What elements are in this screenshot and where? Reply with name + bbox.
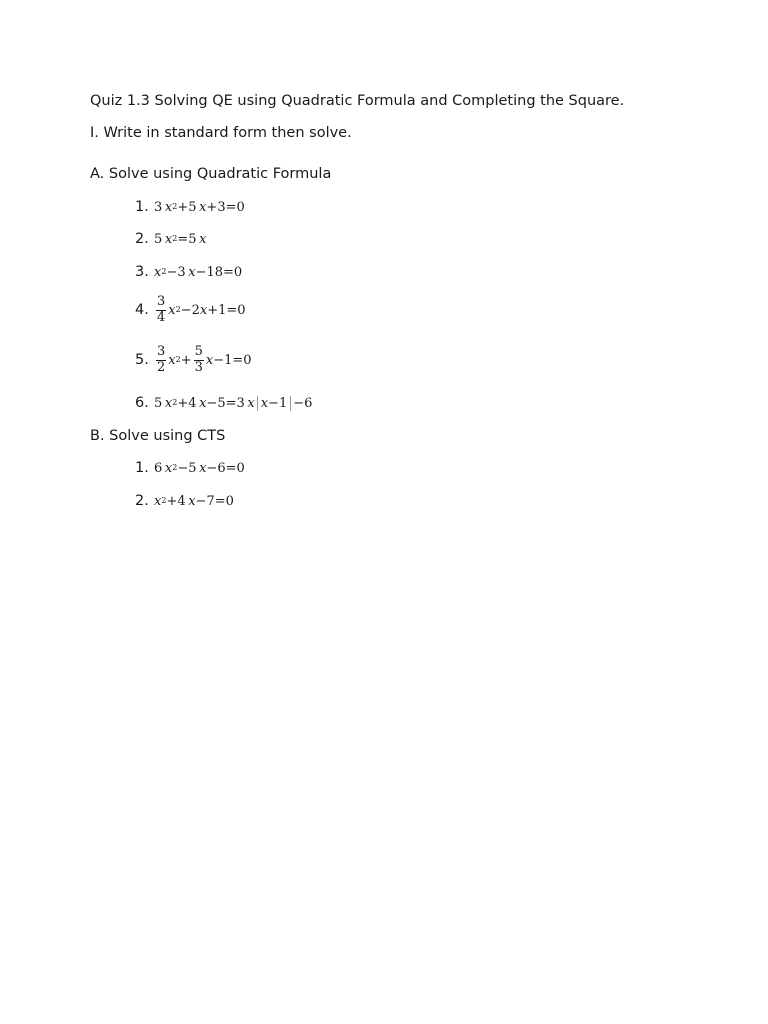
item-number: 5. <box>135 352 149 369</box>
list-item <box>135 460 245 476</box>
list-item <box>135 395 312 411</box>
list-item <box>135 199 245 215</box>
equation: 6 x $^2$ −5 x −6=0 <box>154 460 245 476</box>
item-number: 2. <box>135 493 149 509</box>
item-number: 3. <box>135 264 149 280</box>
list-item <box>135 295 246 326</box>
list-item <box>135 264 242 280</box>
equation: 5 x $^2$ =5 x <box>154 231 207 247</box>
item-number: 2. <box>135 231 149 247</box>
item-number: 6. <box>135 395 149 411</box>
section-a-heading: A. Solve using Quadratic Formula <box>90 166 332 182</box>
equation: x $^2$ −3 x −18=0 <box>154 264 243 280</box>
equation: 5 x $^2$ +4 x −5=3 x x−1 −6 <box>154 395 313 411</box>
list-item <box>135 493 234 509</box>
equation: $\frac{3}{2}$ x $^2$ + $\frac{5}{3}$ x −1=0 <box>157 344 252 375</box>
section-b-heading: B. Solve using CTS <box>90 428 226 444</box>
equation: $\frac{3}{4}$ x $^2$ −2 x +1=0 <box>157 294 246 325</box>
equation: x $^2$ +4 x −7=0 <box>154 493 234 509</box>
instruction: I. Write in standard form then solve. <box>90 125 352 141</box>
quiz-title: Quiz 1.3 Solving QE using Quadratic Formula and Completing the Square. <box>90 93 625 109</box>
list-item <box>135 231 206 247</box>
item-number: 1. <box>135 460 149 476</box>
item-number: 1. <box>135 199 149 215</box>
equation: 3 x $^2$ +5 x +3=0 <box>154 199 245 215</box>
item-number: 4. <box>135 302 149 319</box>
list-item <box>135 345 252 376</box>
